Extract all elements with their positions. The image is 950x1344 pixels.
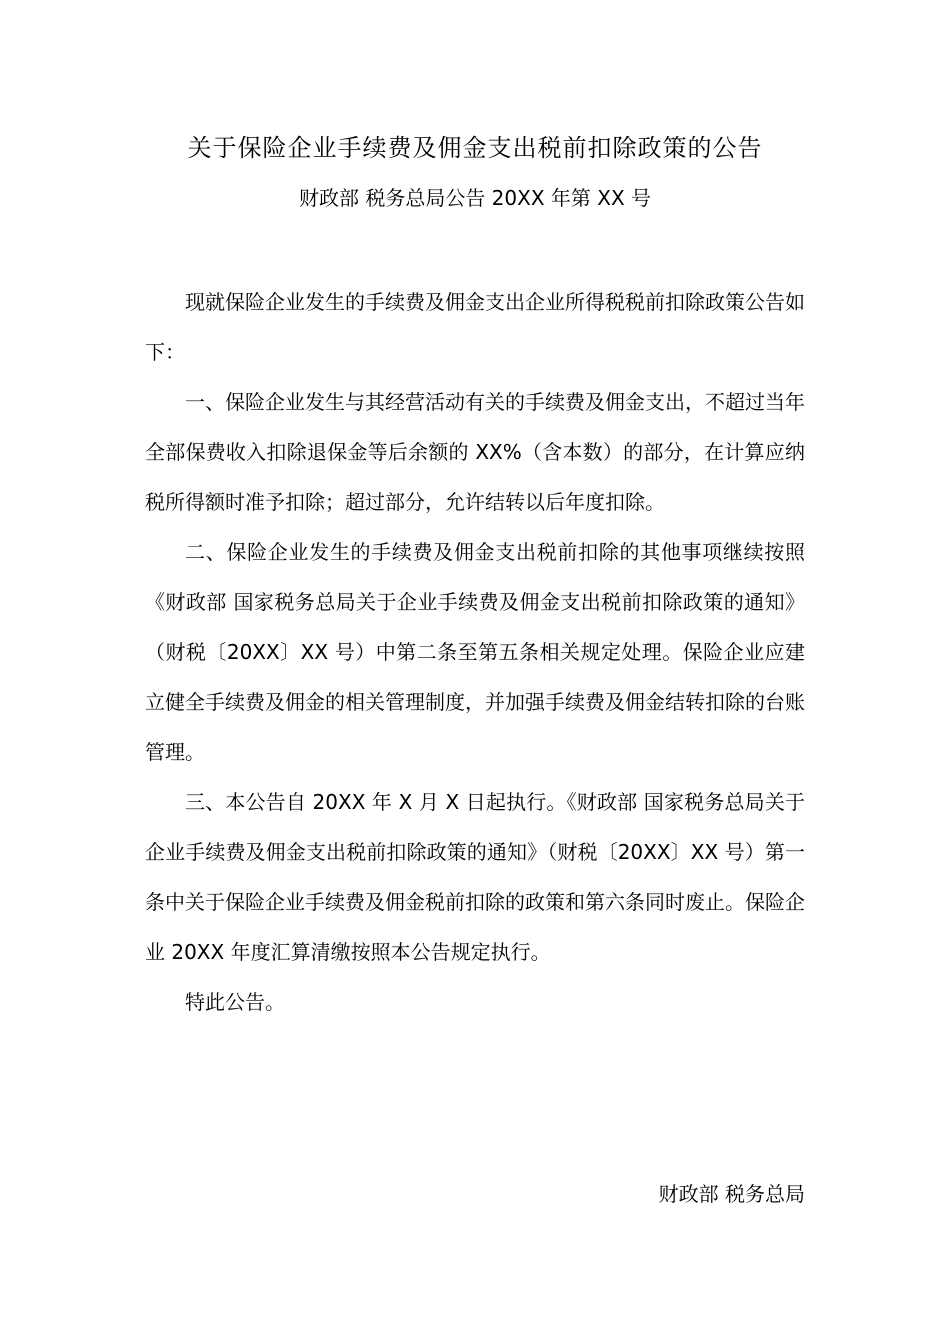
paragraph-closing: 特此公告。 [185,990,285,1014]
paragraph-clause-1: 一、保险企业发生与其经营活动有关的手续费及佣金支出，不超过当年全部保费收入扣除退保金等后余额的 XX%（含本数）的部分，在计算应纳税所得额时准予扣除；超过部分，允许结转以后年度扣除。 [145,390,805,514]
document-subtitle: 财政部 税务总局公告 20XX 年第 XX 号 [298,186,652,210]
document-body [145,277,805,1027]
document-title: 关于保险企业手续费及佣金支出税前扣除政策的公告 [187,134,763,162]
paragraph-intro: 现就保险企业发生的手续费及佣金支出企业所得税税前扣除政策公告如下： [145,290,805,364]
paragraph-clause-2: 二、保险企业发生的手续费及佣金支出税前扣除的其他事项继续按照《财政部 国家税务总局关于企业手续费及佣金支出税前扣除政策的通知》（财税〔20XX〕XX 号）中第二条至第五条相关规定处理。保险企业应建立健全手续费及佣金的相关管理制度，并加强手续费及佣金结转扣除的台账管理。 [145,540,805,764]
paragraph-clause-3: 三、本公告自 20XX 年 X 月 X 日起执行。《财政部 国家税务总局关于企业手续费及佣金支出税前扣除政策的通知》（财税〔20XX〕XX 号）第一条中关于保险企业手续费及佣金税前扣除的政策和第六条同时废止。保险企业 20XX 年度汇算清缴按照本公告规定执行。 [145,790,805,964]
document-signature: 财政部 税务总局 [658,1182,805,1206]
